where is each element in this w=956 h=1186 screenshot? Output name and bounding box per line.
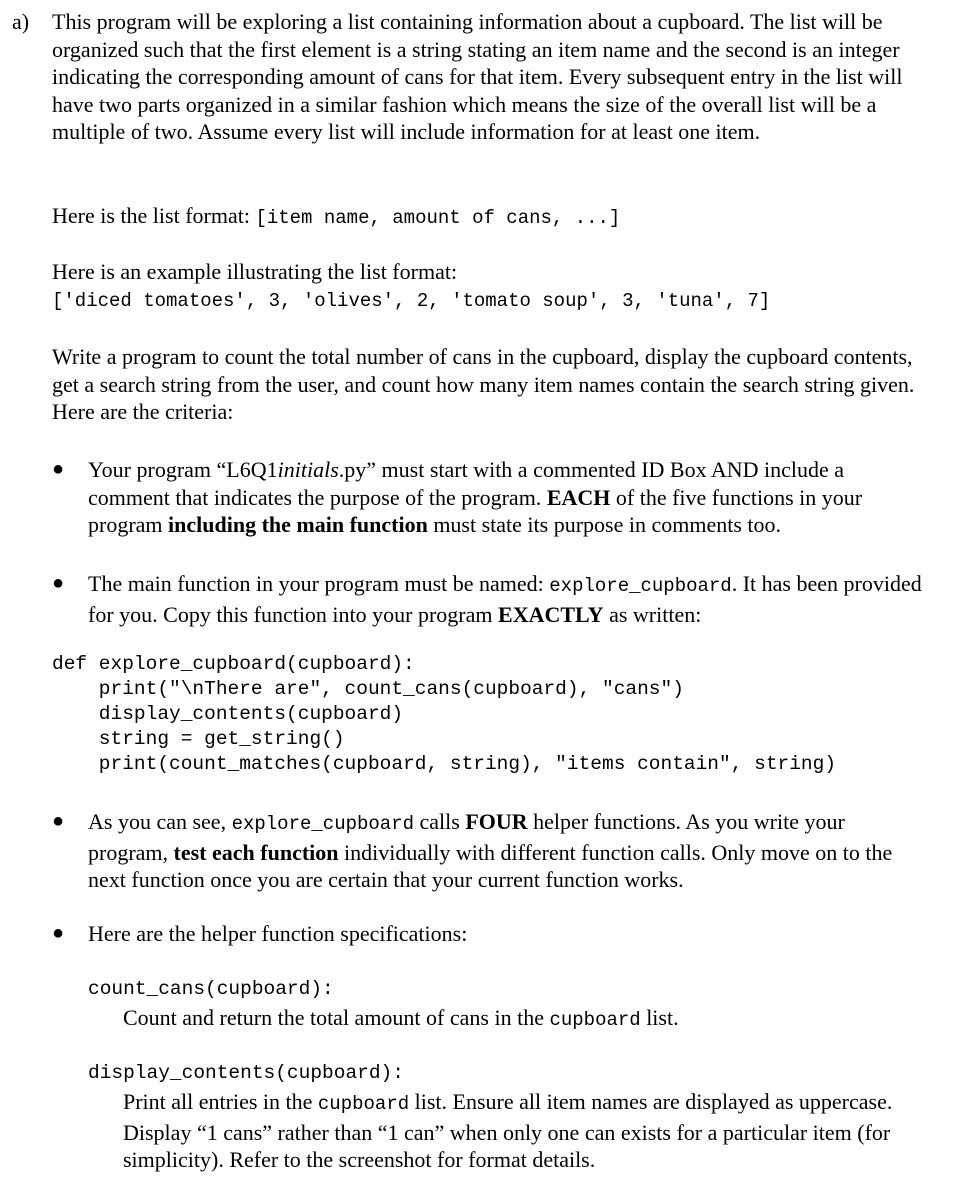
code-line: display_contents(cupboard) <box>52 703 404 725</box>
question-label: a) <box>12 9 30 34</box>
code-line: def explore_cupboard(cupboard): <box>52 653 415 675</box>
bullet-dot: ● <box>52 810 65 832</box>
main-function-code <box>52 652 836 777</box>
bullet-criteria-id-box: Your program “L6Q1initials.py” must start with a commented ID Box AND include a comment that indicates the purpose of the program. EACH of the five functions in your program including the main function must state its purpose in comments too. <box>88 457 863 537</box>
example-label: Here is an example illustrating the list format: <box>52 259 458 284</box>
list-format-label: Here is the list format: <box>52 203 250 228</box>
bullet-helper-specs: Here are the helper function specifications: <box>88 921 468 946</box>
spec-description-display-contents: Print all entries in the cupboard list. Ensure all item names are displayed as uppercase. Display “1 cans” rather than “1 can” when only one can exists for a particular item (for simplicity). Refer to the screenshot for format details. <box>123 1089 893 1172</box>
bullet-criteria-helpers: As you can see, explore_cupboard calls FOUR helper functions. As you write your program, test each function individually with different function calls. Only move on to the next function once you are certain that your current function works. <box>88 809 893 892</box>
bullet-dot: ● <box>52 458 65 480</box>
code-line: string = get_string() <box>52 728 345 750</box>
code-line: print(count_matches(cupboard, string), "items contain", string) <box>52 753 837 775</box>
list-format-code: [item name, amount of cans, ...] <box>255 207 621 229</box>
code-line: print("\nThere are", count_cans(cupboard), "cans") <box>52 678 684 700</box>
spec-signature-display-contents: display_contents(cupboard): <box>88 1062 404 1084</box>
bullet-dot: ● <box>52 572 65 594</box>
task-paragraph: Write a program to count the total number of cans in the cupboard, display the cupboard contents, get a search string from the user, and count how many item names contain the search string given. Here are the criteria: <box>52 344 915 424</box>
intro-paragraph: This program will be exploring a list containing information about a cupboard. The list will be organized such that the first element is a string stating an item name and the second is an integer indicating the corresponding amount of cans for that item. Every subsequent entry in the list will have two parts organized in a similar fashion which means the size of the overall list will be a multiple of two. Assume every list will include information for at least one item. <box>52 9 903 144</box>
example-code: ['diced tomatoes', 3, 'olives', 2, 'tomato soup', 3, 'tuna', 7] <box>52 290 771 312</box>
list-format-line <box>52 202 932 233</box>
spec-description-count-cans: Count and return the total amount of cans in the cupboard list. <box>123 1005 679 1031</box>
spec-signature-count-cans: count_cans(cupboard): <box>88 978 334 1000</box>
bullet-dot: ● <box>52 922 65 944</box>
bullet-criteria-main-function: The main function in your program must be named: explore_cupboard. It has been provided for you. Copy this function into your program EXACTLY as written: <box>88 571 922 627</box>
